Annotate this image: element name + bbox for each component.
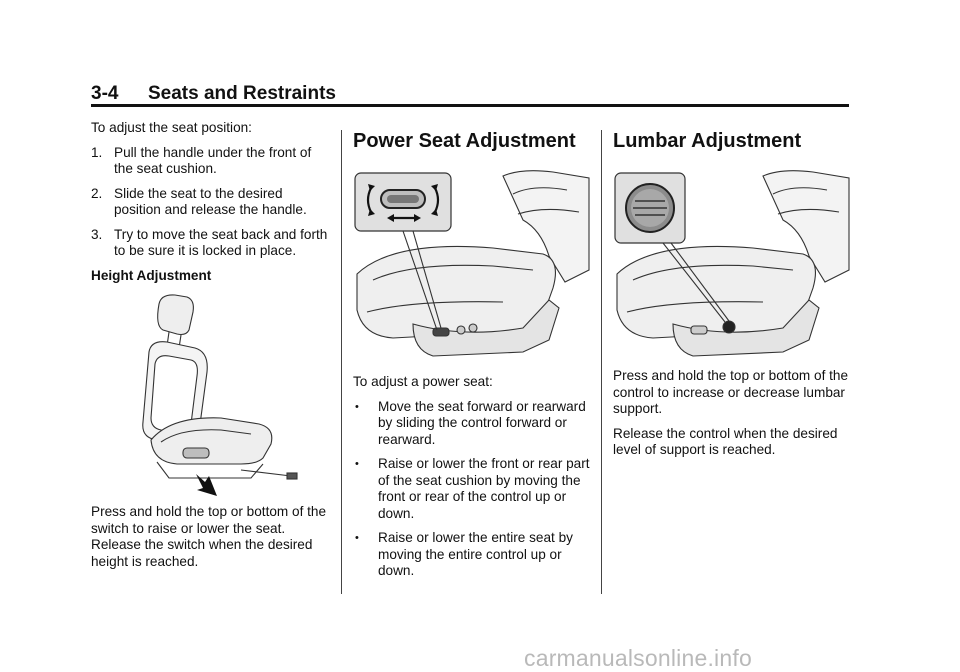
column-middle [353,120,591,588]
step-3: 3. Try to move the seat back and forth to be sure it is locked in place. [91,226,328,258]
height-adjustment-text: Press and hold the top or bottom of the switch to raise or lower the seat. Release the switch when the desired height is reached. [91,504,327,569]
lumbar-heading: Lumbar Adjustment [613,130,802,152]
step-1: 1. Pull the handle under the front of the seat cushion. [91,144,312,176]
power-seat-bullet-1: • Move the seat forward or rearward by sliding the control forward or rearward. [355,398,586,447]
power-seat-intro: To adjust a power seat: [353,374,493,389]
column-divider-2 [601,130,602,594]
power-seat-bullet-2: • Raise or lower the front or rear part of the seat cushion by moving the front or rear of the control up or down. [355,456,590,521]
step-2: 2. Slide the seat to the desired position and release the handle. [91,185,307,217]
lumbar-text-2: Release the control when the desired level of support is reached. [613,425,838,457]
section-number: 3-4 [91,83,119,104]
watermark: carmanualsonline.info [524,645,752,671]
height-adjustment-subheading: Height Adjustment [91,267,212,283]
column-right [613,120,851,467]
lumbar-text-1: Press and hold the top or bottom of the control to increase or decrease lumbar support. [613,368,849,416]
seat-position-intro: To adjust the seat position: [91,120,252,135]
pointer-arrow-icon [196,474,217,496]
power-seat-figure [353,170,591,374]
lumbar-seat-illustration [613,170,851,362]
section-title: Seats and Restraints [148,83,336,104]
power-seat-illustration [353,170,591,368]
column-left [91,120,331,578]
height-adjustment-figure [91,292,331,504]
column-divider-1 [341,130,342,594]
seat-side-illustration [91,292,331,504]
power-seat-bullet-3: • Raise or lower the entire seat by moving the entire control up or down. [355,530,573,578]
page-header [91,82,849,107]
power-seat-heading: Power Seat Adjustment [353,130,576,152]
lumbar-figure [613,170,851,368]
